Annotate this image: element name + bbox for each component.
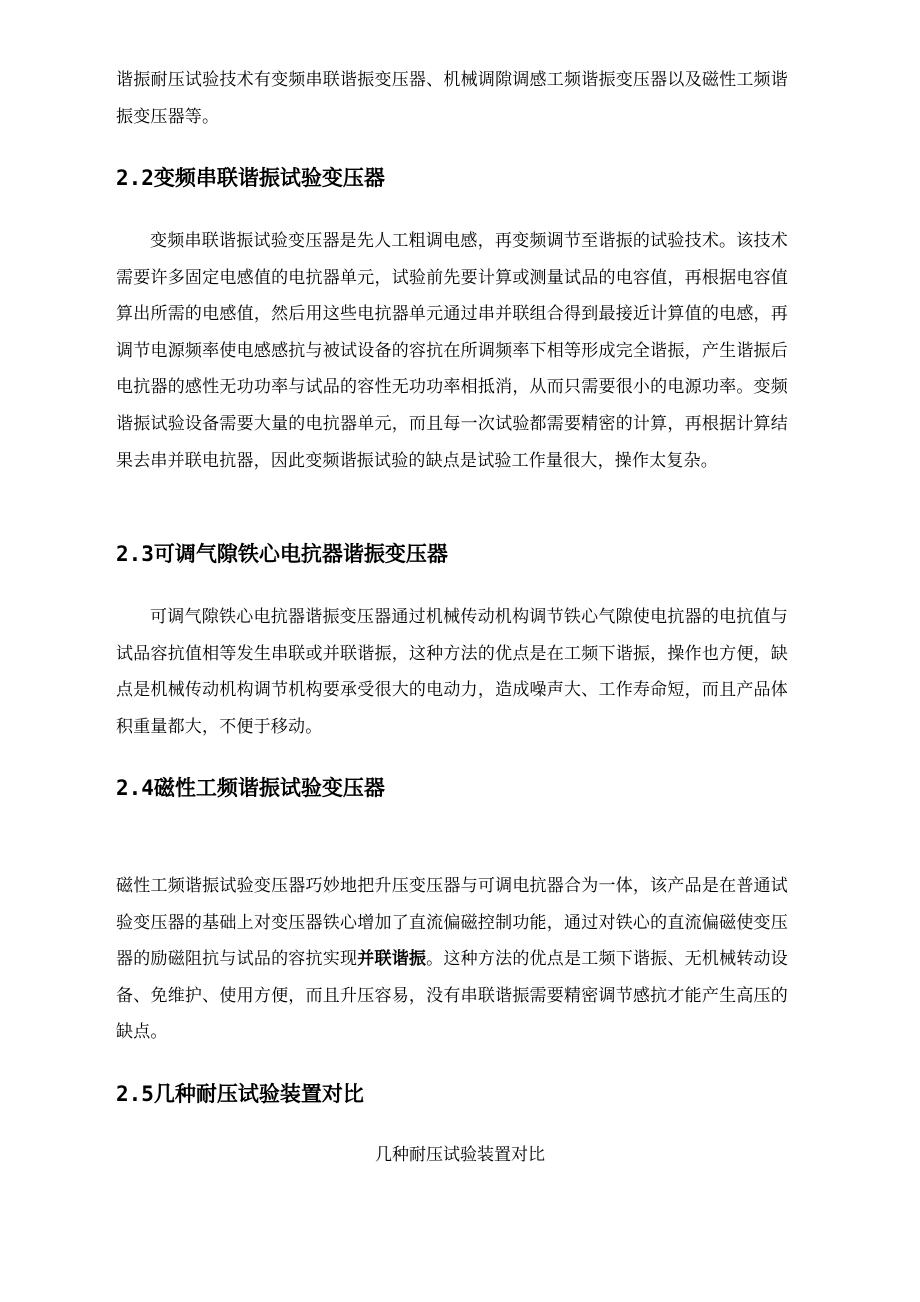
section-heading-2-4: 2.4磁性工频谐振试验变压器 [116, 776, 385, 800]
section-heading-2-3: 2.3可调气隙铁心电抗器谐振变压器 [116, 542, 448, 566]
section-2-4-paragraph [116, 868, 788, 1051]
section-heading-2-5: 2.5几种耐压试验装置对比 [116, 1082, 364, 1106]
section-heading-2-2: 2.2变频串联谐振试验变压器 [116, 166, 385, 190]
table-caption: 几种耐压试验装置对比 [375, 1145, 545, 1165]
section-2-4-text-start: 磁性工频谐振试验变压器巧妙地把升压变压器与可调电抗器合为一体，该产品是在普通试验变压器的基础上对变压器铁心增加了直流偏磁控制功能，通过对铁心的直流偏磁使变压器的励磁阻抗与试品的容抗实现 [116, 876, 788, 970]
intro-paragraph: 谐振耐压试验技术有变频串联谐振变压器、机械调隙调感工频谐振变压器以及磁性工频谐振变压器等。 [116, 70, 788, 127]
section-2-4-text-end: 。这种方法的优点是工频下谐振、无机械转动设备、免维护、使用方便，而且升压容易，没有串联谐振需要精密调节感抗才能产生高压的缺点。 [116, 949, 788, 1043]
section-2-2-paragraph: 变频串联谐振试验变压器是先人工粗调电感，再变频调节至谐振的试验技术。该技术需要许多固定电感值的电抗器单元，试验前先要计算或测量试品的电容值，再根据电容值算出所需的电感值，然后用这些电抗器单元通过串并联组合得到最接近计算值的电感，再调节电源频率使电感感抗与被试设备的容抗在所调频率下相等形成完全谐振，产生谐振后电抗器的感性无功功率与试品的容性无功功率相抵消，从而只需要很小的电源功率。变频谐振试验设备需要大量的电抗器单元，而且每一次试验都需要精密的计算，再根据计算结果去串并联电抗器，因此变频谐振试验的缺点是试验工作量很大，操作太复杂。 [116, 231, 788, 471]
parallel-resonance-emphasis: 并联谐振 [357, 949, 427, 970]
section-2-3-paragraph: 可调气隙铁心电抗器谐振变压器通过机械传动机构调节铁心气隙使电抗器的电抗值与试品容抗值相等发生串联或并联谐振，这种方法的优点是在工频下谐振，操作也方便，缺点是机械传动机构调节机构要承受很大的电动力，造成噪声大、工作寿命短，而且产品体积重量都大，不便于移动。 [116, 607, 788, 737]
